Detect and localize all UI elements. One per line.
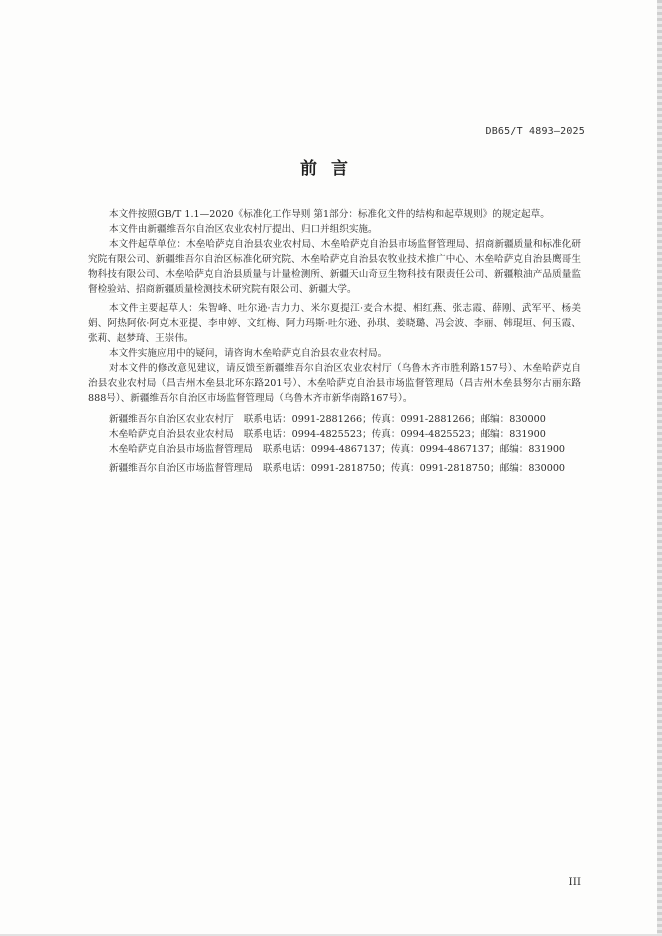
contact-line xyxy=(88,412,581,427)
paragraph-drafting-units: 本文件起草单位：木垒哈萨克自治县农业农村局、木垒哈萨克自治县市场监督管理局、招商新疆质量和标准化研究院有限公司、新疆维吾尔自治区标准化研究院、木垒哈萨克自治县农牧业技术推广中心、木垒哈萨克自治县鹰哥生物科技有限公司、木垒哈萨克自治县质量与计量检测所、新疆天山奇豆生物科技有限责任公司、新疆粮油产品质量监督检验站、招商新疆质量检测技术研究院有限公司、新疆大学。 xyxy=(88,239,581,295)
contact-fax: 传真：0991-2881266； xyxy=(371,414,481,425)
contact-line xyxy=(88,461,581,476)
contact-line xyxy=(88,427,581,442)
foreword-body xyxy=(88,207,581,476)
contact-org: 木垒哈萨克自治县市场监督管理局 xyxy=(109,444,253,455)
contact-postcode: 邮编：830000 xyxy=(480,414,546,425)
contact-fax: 传真：0994-4867137； xyxy=(390,444,500,455)
paragraph-drafting-rules: 本文件按照GB/T 1.1—2020《标准化工作导则 第1部分：标准化文件的结构和起草规则》的规定起草。 xyxy=(109,209,550,220)
contact-phone: 联系电话：0991-2881266； xyxy=(243,414,372,425)
scan-edge-right xyxy=(657,0,662,936)
contact-line xyxy=(88,442,581,457)
paragraph-proposer: 本文件由新疆维吾尔自治区农业农村厅提出、归口并组织实施。 xyxy=(109,224,378,235)
paragraph-drafters: 本文件主要起草人：朱智峰、吐尔逊·吉力力、米尔夏提江·麦合木提、相红燕、张志霞、薛刚、武军平、杨美娟、阿热阿依·阿克木亚提、李申婷、文红梅、阿力玛斯·吐尔逊、孙琪、姜晓璐、冯会波、李丽、韩琨垣、何玉霞、张莉、赵梦琦、王崇伟。 xyxy=(88,303,581,344)
contact-postcode: 邮编：831900 xyxy=(499,444,566,455)
paragraph-inquiry: 本文件实施应用中的疑问，请咨询木垒哈萨克自治县农业农村局。 xyxy=(109,348,388,359)
contact-org: 新疆维吾尔自治区市场监督管理局 xyxy=(109,463,253,474)
contact-postcode: 邮编：831900 xyxy=(480,429,546,440)
page-title: 前言 xyxy=(300,159,362,179)
contact-fax: 传真：0991-2818750； xyxy=(390,463,500,474)
contact-org: 木垒哈萨克自治县农业农村局 xyxy=(109,429,234,440)
contact-phone: 联系电话：0994-4825523； xyxy=(243,429,372,440)
contact-postcode: 邮编：830000 xyxy=(499,463,566,474)
contact-list xyxy=(88,412,581,476)
contact-phone: 联系电话：0991-2818750； xyxy=(262,463,391,474)
standard-code: DB65/T 4893—2025 xyxy=(485,126,585,137)
paragraph-feedback: 对本文件的修改意见建议，请反馈至新疆维吾尔自治区农业农村厅（乌鲁木齐市胜利路157号）、木垒哈萨克自治县农业农村局（昌吉州木垒县北环东路201号）、木垒哈萨克自治县市场监督管理局（昌吉州木垒县努尔古丽东路888号）、新疆维吾尔自治区市场监督管理局（乌鲁木齐市新华南路167号）。 xyxy=(88,363,581,404)
contact-fax: 传真：0994-4825523； xyxy=(371,429,481,440)
contact-org: 新疆维吾尔自治区农业农村厅 xyxy=(109,414,234,425)
page-number: III xyxy=(568,876,581,888)
contact-phone: 联系电话：0994-4867137； xyxy=(262,444,391,455)
